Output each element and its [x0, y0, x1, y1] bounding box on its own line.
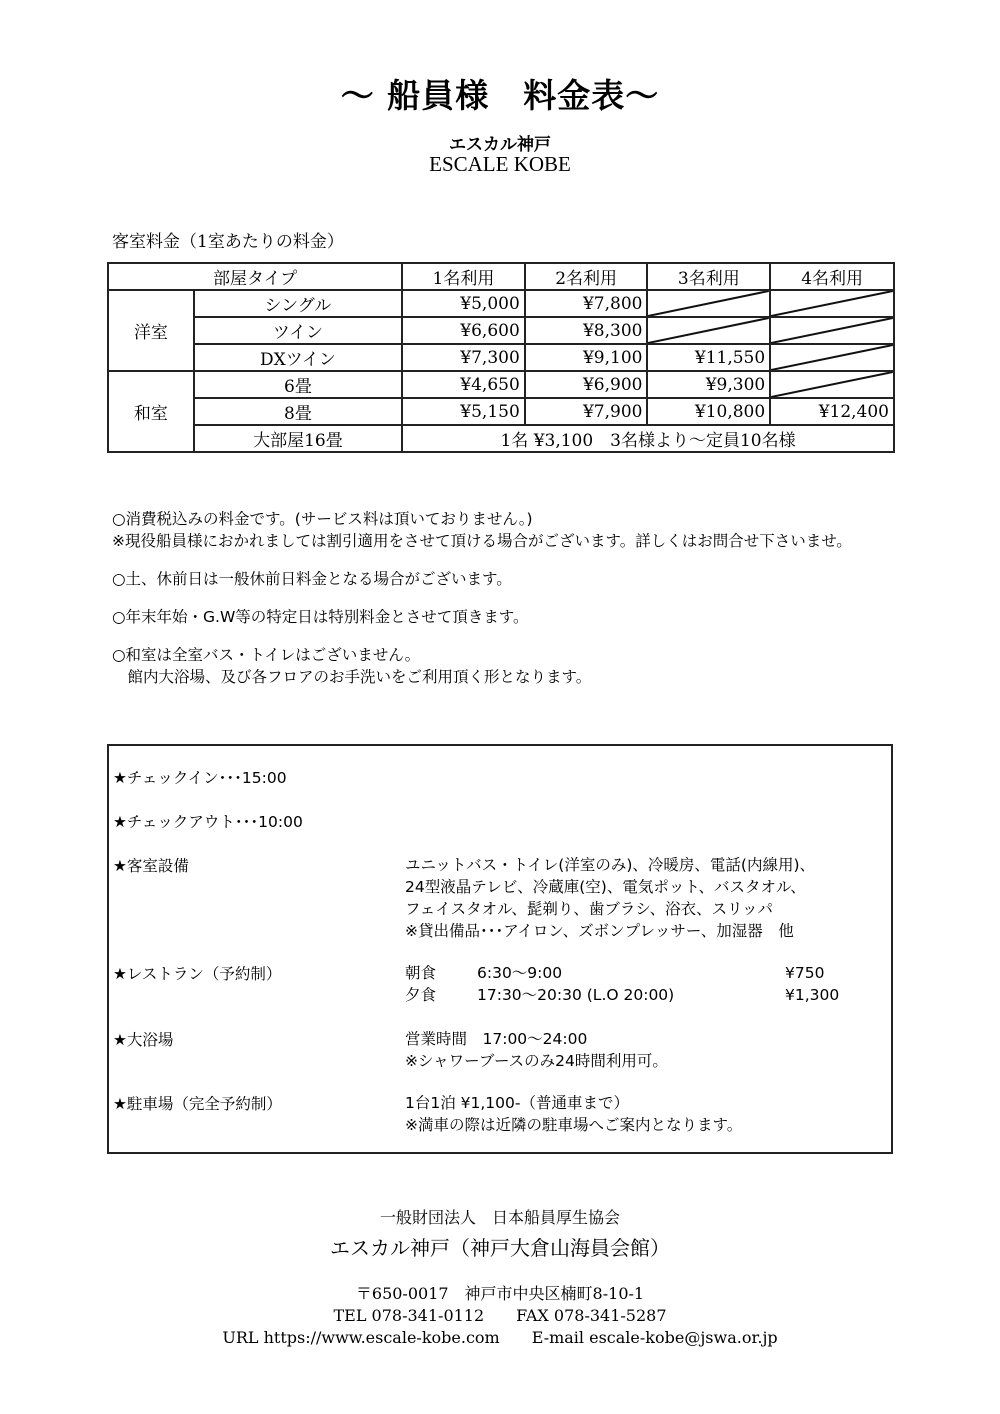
- column-header: 部屋タイプ: [108, 263, 402, 290]
- rates-table: [107, 262, 895, 453]
- parking-line: ※満車の際は近隣の駐車場へご案内となります。: [405, 1116, 743, 1134]
- group-label: 和室: [108, 371, 194, 452]
- hotel-name-jp: エスカル神戸: [449, 135, 551, 155]
- note-line: 館内大浴場、及び各フロアのお手洗いをご利用頂く形となります。: [112, 668, 592, 686]
- footer-phone: TEL 078-341-0112 FAX 078-341-5287: [333, 1306, 667, 1325]
- price-cell: ¥12,400: [770, 398, 894, 425]
- note-item: [112, 568, 852, 590]
- table-row: [108, 344, 894, 371]
- price-cell: ¥6,900: [525, 371, 648, 398]
- parking-line: 1台1泊 ¥1,100-（普通車まで）: [405, 1094, 629, 1112]
- note-item: [112, 644, 852, 688]
- footer-contact: [0, 1283, 1000, 1349]
- bath-line: ※シャワーブースのみ24時間利用可。: [405, 1052, 668, 1070]
- page-title: ～ 船員様 料金表～: [340, 76, 660, 115]
- footer-org: 一般財団法人 日本船員厚生協会: [379, 1208, 620, 1227]
- room-type: 8畳: [194, 398, 402, 425]
- price-cell: ¥11,550: [647, 344, 770, 371]
- group-label: 洋室: [108, 290, 194, 371]
- room-type: 6畳: [194, 371, 402, 398]
- price-cell: ¥9,300: [647, 371, 770, 398]
- note-item: [112, 508, 852, 552]
- meal-price: ¥750: [785, 964, 825, 982]
- note-line: ○土、休前日は一般休前日料金となる場合がございます。: [112, 570, 512, 588]
- price-cell: ¥9,100: [525, 344, 648, 371]
- not-available-cell: [770, 371, 894, 398]
- room-type: 大部屋16畳: [194, 425, 402, 452]
- table-row: [108, 398, 894, 425]
- table-row: [108, 290, 894, 317]
- meal-name: 朝食: [405, 964, 437, 982]
- table-header-row: [108, 263, 894, 290]
- price-cell: ¥10,800: [647, 398, 770, 425]
- checkin-label: ★チェックイン･･･15:00: [113, 769, 287, 787]
- amenities-line: 24型液晶テレビ、冷蔵庫(空)、電気ポット、バスタオル、: [405, 878, 806, 896]
- meal-row: [405, 984, 865, 1006]
- checkout-label: ★チェックアウト･･･10:00: [113, 813, 303, 831]
- price-cell: ¥7,800: [525, 290, 648, 317]
- amenities-line: ※貸出備品･･･アイロン、ズボンプレッサー、加湿器 他: [405, 922, 794, 940]
- column-header: 1名利用: [402, 263, 525, 290]
- rates-caption: 客室料金（1室あたりの料金）: [112, 232, 344, 252]
- note-line: ※現役船員様におかれましては割引適用をさせて頂ける場合がございます。詳しくはお問合せ下さいませ。: [112, 532, 852, 550]
- meal-name: 夕食: [405, 986, 437, 1004]
- not-available-cell: [770, 317, 894, 344]
- note-item: [112, 606, 852, 628]
- price-cell: ¥5,000: [402, 290, 525, 317]
- price-cell: ¥8,300: [525, 317, 648, 344]
- price-cell: ¥6,600: [402, 317, 525, 344]
- parking-info: [405, 1092, 742, 1136]
- amenities-label: ★客室設備: [113, 857, 189, 875]
- note-line: ○年末年始・G.W等の特定日は特別料金とさせて頂きます。: [112, 608, 529, 626]
- price-cell: ¥7,900: [525, 398, 648, 425]
- price-cell: ¥7,300: [402, 344, 525, 371]
- column-header: 3名利用: [647, 263, 770, 290]
- hotel-name-en: ESCALE KOBE: [429, 152, 571, 176]
- table-row: [108, 425, 894, 452]
- table-row: [108, 317, 894, 344]
- room-type: DXツイン: [194, 344, 402, 371]
- footer-facility: エスカル神戸（神戸大倉山海員会館）: [330, 1236, 670, 1260]
- notes-section: [112, 508, 852, 704]
- meal-price: ¥1,300: [785, 986, 840, 1004]
- parking-label: ★駐車場（完全予約制）: [113, 1095, 282, 1113]
- footer-web: URL https://www.escale-kobe.com E-mail escale-kobe@jswa.or.jp: [222, 1328, 778, 1347]
- meal-row: [405, 962, 865, 984]
- amenities-line: ユニットバス・トイレ(洋室のみ)、冷暖房、電話(内線用)、: [405, 856, 815, 874]
- not-available-cell: [647, 290, 770, 317]
- amenities-line: フェイスタオル、髭剃り、歯ブラシ、浴衣、スリッパ: [405, 900, 773, 918]
- restaurant-label: ★レストラン（予約制）: [113, 965, 282, 983]
- info-box: [107, 744, 893, 1154]
- room-type: ツイン: [194, 317, 402, 344]
- meal-time: 17:30～20:30 (L.O 20:00): [477, 986, 675, 1004]
- not-available-cell: [647, 317, 770, 344]
- note-line: ○消費税込みの料金です。(サービス料は頂いておりません。): [112, 510, 533, 528]
- price-cell: ¥4,650: [402, 371, 525, 398]
- merged-price-cell: 1名 ¥3,100 3名様より～定員10名様: [402, 425, 894, 452]
- bath-label: ★大浴場: [113, 1031, 174, 1049]
- footer-address: 〒650-0017 神戸市中央区楠町8-10-1: [355, 1284, 645, 1303]
- table-row: [108, 371, 894, 398]
- room-type: シングル: [194, 290, 402, 317]
- price-cell: ¥5,150: [402, 398, 525, 425]
- column-header: 2名利用: [525, 263, 648, 290]
- not-available-cell: [770, 344, 894, 371]
- amenities-list: [405, 854, 815, 942]
- meal-time: 6:30～9:00: [477, 964, 563, 982]
- bath-info: [405, 1028, 668, 1072]
- not-available-cell: [770, 290, 894, 317]
- restaurant-hours: [405, 962, 865, 1006]
- column-header: 4名利用: [770, 263, 894, 290]
- note-line: ○和室は全室バス・トイレはございません。: [112, 646, 421, 664]
- bath-line: 営業時間 17:00～24:00: [405, 1030, 588, 1048]
